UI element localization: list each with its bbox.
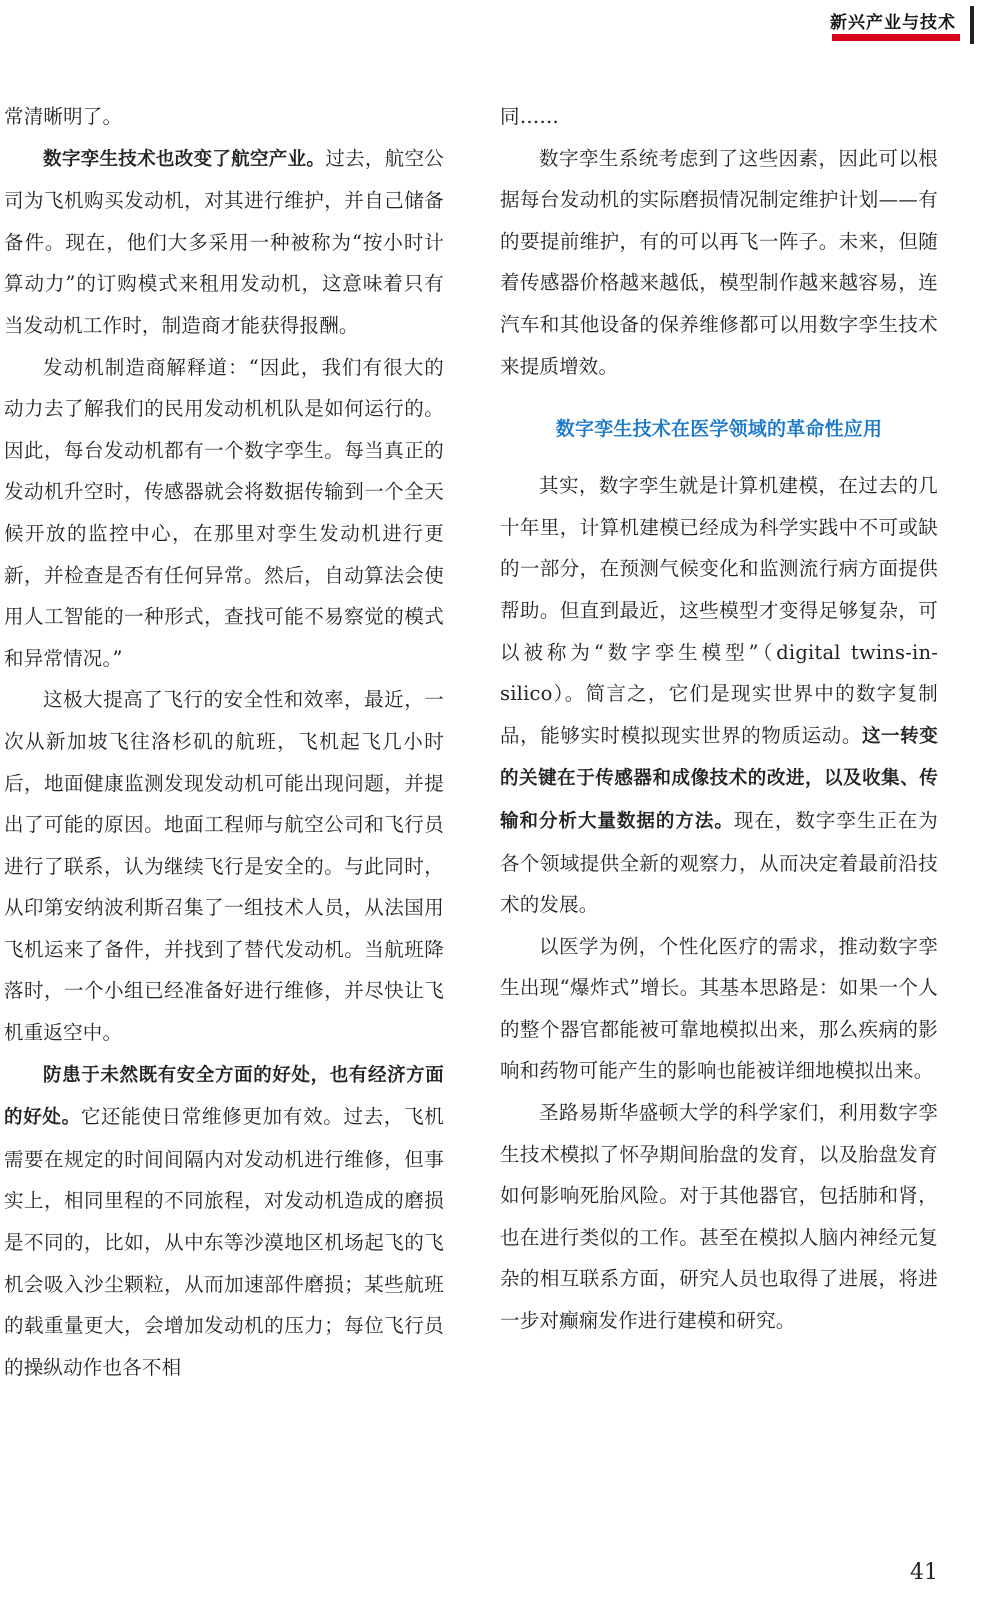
paragraph: 这极大提高了飞行的安全性和效率，最近，一次从新加坡飞往洛杉矶的航班，飞机起飞几小时后，地面健康监测发现发动机可能出现问题，并提出了可能的原因。地面工程师与航空公司和飞行员进行了联系，认为继续飞行是安全的。与此同时，从印第安纳波利斯召集了一组技术人员，从法国用飞机运来了备件，并找到了替代发动机。当航班降落时，一个小组已经准备好进行维修，并尽快让飞机重返空中。 xyxy=(4,688,444,1045)
header-vertical-bar xyxy=(970,6,974,44)
paragraph xyxy=(500,465,938,926)
paragraph: 常清晰明了。 xyxy=(4,105,123,128)
paragraph-text: 它还能使日常维修更加有效。过去，飞机需要在规定的时间间隔内对发动机进行维修，但事实上，相同里程的不同旅程，对发动机造成的磨损是不同的，比如，从中东等沙漠地区机场起飞的飞机会吸入沙尘颗粒，从而加速部件磨损；某些航班的载重量更大，会增加发动机的压力；每位飞行员的操纵动作也各不相 xyxy=(4,1105,444,1379)
paragraph: 以医学为例，个性化医疗的需求，推动数字孪生出现“爆炸式”增长。其基本思路是：如果一个人的整个器官都能被可靠地模拟出来，那么疾病的影响和药物可能产生的影响也能被详细地模拟出来。 xyxy=(500,934,938,1083)
section-subheading: 数字孪生技术在医学领域的革命性应用 xyxy=(555,418,883,441)
bold-lead-text: 数字孪生技术也改变了航空产业。 xyxy=(43,148,326,170)
left-column xyxy=(4,96,444,1388)
paragraph: 同…… xyxy=(500,105,560,128)
page-header xyxy=(0,0,1000,60)
paragraph: 圣路易斯华盛顿大学的科学家们，利用数字孪生技术模拟了怀孕期间胎盘的发育，以及胎盘发育如何影响死胎风险。对于其他器官，包括肺和肾，也在进行类似的工作。甚至在模拟人脑内神经元复杂的相互联系方面，研究人员也取得了进展，将进一步对癫痫发作进行建模和研究。 xyxy=(500,1101,938,1333)
bold-text: 这一转变的关键在于传感器和成像技术的改进，以及收集、传输和分析大量数据的方法。 xyxy=(500,725,938,832)
paragraph-text: 其实，数字孪生就是计算机建模，在过去的几十年里，计算机建模已经成为科学实践中不可或缺的一部分，在预测气候变化和监测流行病方面提供帮助。但直到最近，这些模型才变得足够复杂，可以被称为“数字孪生模型”（digital twins-in-silico）。简言之，它们是现实世界中的数字复制品，能够实时模拟现实世界的物质运动。 xyxy=(500,474,938,747)
paragraph: 发动机制造商解释道：“因此，我们有很大的动力去了解我们的民用发动机机队是如何运行的。因此，每台发动机都有一个数字孪生。每当真正的发动机升空时，传感器就会将数据传输到一个全天候开放的监控中心，在那里对孪生发动机进行更新，并检查是否有任何异常。然后，自动算法会使用人工智能的一种形式，查找可能不易察觉的模式和异常情况。” xyxy=(4,355,444,670)
right-column xyxy=(500,96,938,1342)
header-red-rule xyxy=(832,34,960,41)
paragraph-text: 过去，航空公司为飞机购买发动机，对其进行维护，并自己储备备件。现在，他们大多采用一种被称为“按小时计算动力”的订购模式来租用发动机，这意味着只有当发动机工作时，制造商才能获得报酬。 xyxy=(4,146,444,337)
paragraph: 数字孪生系统考虑到了这些因素，因此可以根据每台发动机的实际磨损情况制定维护计划——有的要提前维护，有的可以再飞一阵子。未来，但随着传感器价格越来越低，模型制作越来越容易，连汽车和其他设备的保养维修都可以用数字孪生技术来提质增效。 xyxy=(500,146,938,378)
bold-lead-text: 防患于未然既有安全方面的好处，也有经济方面的好处。 xyxy=(4,1064,444,1129)
paragraph xyxy=(4,138,444,347)
paragraph xyxy=(4,1054,444,1389)
paragraph-text: 现在，数字孪生正在为各个领域提供全新的观察力，从而决定着最前沿技术的发展。 xyxy=(500,808,938,917)
page-number: 41 xyxy=(910,1560,938,1585)
section-label: 新兴产业与技术 xyxy=(830,13,956,33)
